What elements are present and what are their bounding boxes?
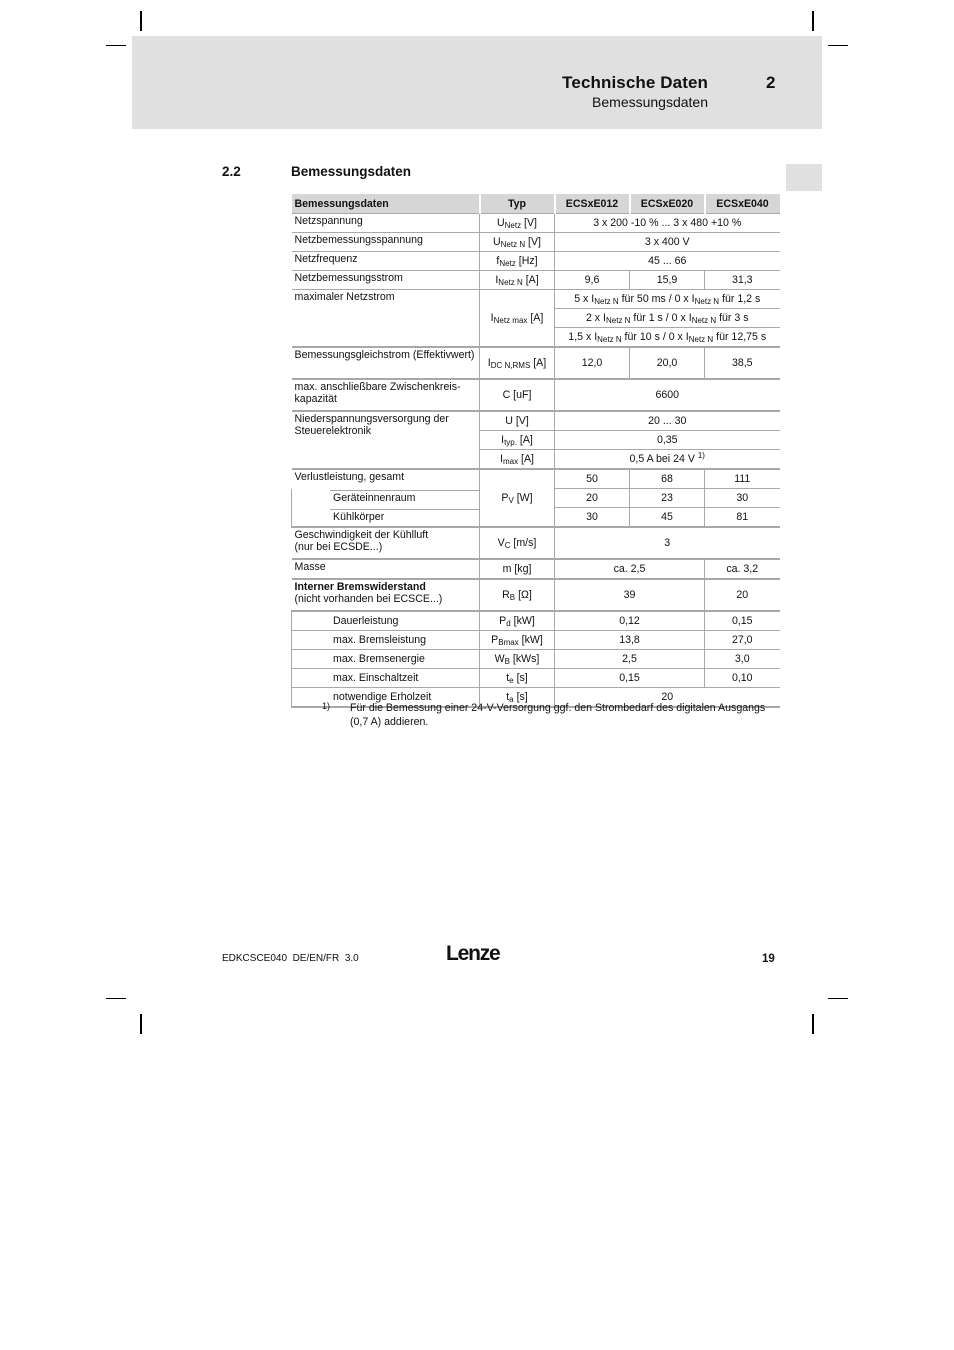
value-cell: 31,3	[705, 271, 780, 290]
row-label: Geräteinnenraum	[292, 489, 480, 508]
value-cell: 6600	[555, 379, 780, 411]
footnote-text: Für die Bemessung einer 24-V-Versorgung ggf. den Strombedarf des digitalen Ausgangs (0,7 A) addieren.	[350, 702, 766, 728]
header-cell-ecsxe012: ECSxE012	[555, 194, 630, 214]
type-cell: $P_{Bmax}$ [kW]	[480, 631, 555, 650]
section-number: 2.2	[222, 164, 241, 179]
row-label: Bemessungsgleichstrom (Effektivwert)	[292, 347, 480, 379]
crop-mark	[828, 45, 848, 46]
crop-mark	[828, 998, 848, 999]
value-cell: 45 ... 66	[555, 252, 780, 271]
chapter-number: 2	[766, 73, 776, 92]
header-cell-parameter: Bemessungsdaten	[292, 194, 480, 214]
row-label: max. Bremsleistung	[292, 631, 480, 650]
chapter-tab-marker	[786, 164, 822, 191]
value-cell: ca. 3,2	[705, 559, 780, 579]
row-label: Dauerleistung	[292, 611, 480, 631]
value-cell: 9,6	[555, 271, 630, 290]
value-cell: 39	[555, 579, 705, 611]
type-cell: $I_{Netz max}$ [A]	[480, 290, 555, 348]
value-cell: 0,35	[555, 431, 780, 450]
chapter-title: Technische Daten	[562, 73, 708, 92]
value-cell: 12,0	[555, 347, 630, 379]
value-cell: 0,10	[705, 669, 780, 688]
type-cell: $I_{DC N,RMS}$ [A]	[480, 347, 555, 379]
value-cell: 0,15	[705, 611, 780, 631]
value-cell: 30	[705, 489, 780, 508]
type-cell: $P_V$ [W]	[480, 469, 555, 527]
table-row	[292, 347, 780, 379]
crop-mark	[140, 1014, 142, 1034]
rating-data-table	[291, 194, 780, 708]
type-cell: $R_B$ [Ω]	[480, 579, 555, 611]
value-cell: 1,5 x $I_{Netz N}$ für 10 s / 0 x $I_{Netz N}$ für 12,75 s	[555, 328, 780, 348]
type-cell: U [V]	[480, 411, 555, 431]
value-cell: 20	[705, 579, 780, 611]
type-cell: $t_e$ [s]	[480, 669, 555, 688]
value-cell: 27,0	[705, 631, 780, 650]
row-label: Netzbemessungsstrom	[292, 271, 480, 290]
crop-mark	[812, 11, 814, 31]
value-cell: 3	[555, 527, 780, 559]
type-cell: $P_d$ [kW]	[480, 611, 555, 631]
value-cell: 0,15	[555, 669, 705, 688]
type-cell: $f_{Netz}$ [Hz]	[480, 252, 555, 271]
lenze-logo: Lenze	[446, 942, 500, 965]
value-cell: 0,5 A bei 24 V $^{1)}$	[555, 450, 780, 470]
type-cell: C [uF]	[480, 379, 555, 411]
crop-mark	[106, 998, 126, 999]
value-cell: 23	[630, 489, 705, 508]
crop-mark	[140, 11, 142, 31]
value-cell: ca. 2,5	[555, 559, 705, 579]
row-label: Interner Bremswiderstand (nicht vorhanden bei ECSCE...)	[292, 579, 480, 611]
value-cell: 50	[555, 469, 630, 489]
value-cell: 20	[555, 489, 630, 508]
chapter-subtitle: Bemessungsdaten	[592, 94, 708, 110]
type-cell: $I_{Netz N}$ [A]	[480, 271, 555, 290]
table-row	[292, 271, 780, 290]
row-label: Masse	[292, 559, 480, 579]
value-cell: 81	[705, 508, 780, 528]
row-label: Kühlkörper	[292, 508, 480, 528]
page-number: 19	[762, 953, 775, 965]
value-cell: 3 x 200 -10 % ... 3 x 480 +10 %	[555, 214, 780, 233]
table-header-row	[292, 194, 780, 214]
table-row	[292, 379, 780, 411]
table-row	[292, 669, 780, 688]
table-row	[292, 611, 780, 631]
crop-mark	[812, 1014, 814, 1034]
table-row	[292, 469, 780, 489]
value-cell: 68	[630, 469, 705, 489]
table-row	[292, 214, 780, 233]
header-band	[132, 36, 822, 129]
value-cell: 20	[555, 688, 780, 708]
value-cell: 13,8	[555, 631, 705, 650]
footnote-ref: 1)	[697, 451, 705, 460]
value-cell: 2,5	[555, 650, 705, 669]
type-cell: $V_C$ [m/s]	[480, 527, 555, 559]
table-row	[292, 233, 780, 252]
table-row	[292, 579, 780, 611]
value-cell: 111	[705, 469, 780, 489]
value-cell: 45	[630, 508, 705, 528]
type-cell: $U_{Netz N}$ [V]	[480, 233, 555, 252]
row-label: max. anschließbare Zwischenkreiskapazität	[292, 379, 480, 411]
table-row	[292, 290, 780, 309]
value-cell: 20,0	[630, 347, 705, 379]
row-label: maximaler Netzstrom	[292, 290, 480, 348]
row-label: Netzfrequenz	[292, 252, 480, 271]
table-row	[292, 559, 780, 579]
header-cell-ecsxe020: ECSxE020	[630, 194, 705, 214]
crop-mark	[106, 45, 126, 46]
table-row	[292, 527, 780, 559]
type-cell: $I_{max}$ [A]	[480, 450, 555, 470]
footnote-mark: 1)	[322, 701, 331, 711]
row-label: Geschwindigkeit der Kühlluft (nur bei ECSDE...)	[292, 527, 480, 559]
row-label: Netzbemessungsspannung	[292, 233, 480, 252]
value-cell: 30	[555, 508, 630, 528]
value-cell: 3 x 400 V	[555, 233, 780, 252]
table-row	[292, 252, 780, 271]
value-cell: 20 ... 30	[555, 411, 780, 431]
row-label: notwendige Erholzeit	[292, 688, 480, 708]
table-row	[292, 650, 780, 669]
value-cell: 3,0	[705, 650, 780, 669]
type-cell: $U_{Netz}$ [V]	[480, 214, 555, 233]
type-cell: $I_{typ.}$ [A]	[480, 431, 555, 450]
type-cell: $t_a$ [s]	[480, 688, 555, 708]
value-cell: 0,12	[555, 611, 705, 631]
table-row	[292, 631, 780, 650]
document-code: EDKCSCE040 DE/EN/FR 3.0	[222, 953, 359, 964]
row-label: max. Bremsenergie	[292, 650, 480, 669]
row-label: max. Einschaltzeit	[292, 669, 480, 688]
row-label: Niederspannungsversorgung der Steuerelektronik	[292, 411, 480, 469]
header-cell-type: Typ	[480, 194, 555, 214]
header-cell-ecsxe040: ECSxE040	[705, 194, 780, 214]
table-row	[292, 411, 780, 431]
value-cell: 2 x $I_{Netz N}$ für 1 s / 0 x $I_{Netz N}$ für 3 s	[555, 309, 780, 328]
section-title: Bemessungsdaten	[291, 164, 412, 179]
type-cell: $W_B$ [kWs]	[480, 650, 555, 669]
row-label: Netzspannung	[292, 214, 480, 233]
row-label: Verlustleistung, gesamt	[292, 469, 480, 489]
value-cell: 5 x $I_{Netz N}$ für 50 ms / 0 x $I_{Netz N}$ für 1,2 s	[555, 290, 780, 309]
value-cell: 38,5	[705, 347, 780, 379]
type-cell: m [kg]	[480, 559, 555, 579]
value-cell: 15,9	[630, 271, 705, 290]
